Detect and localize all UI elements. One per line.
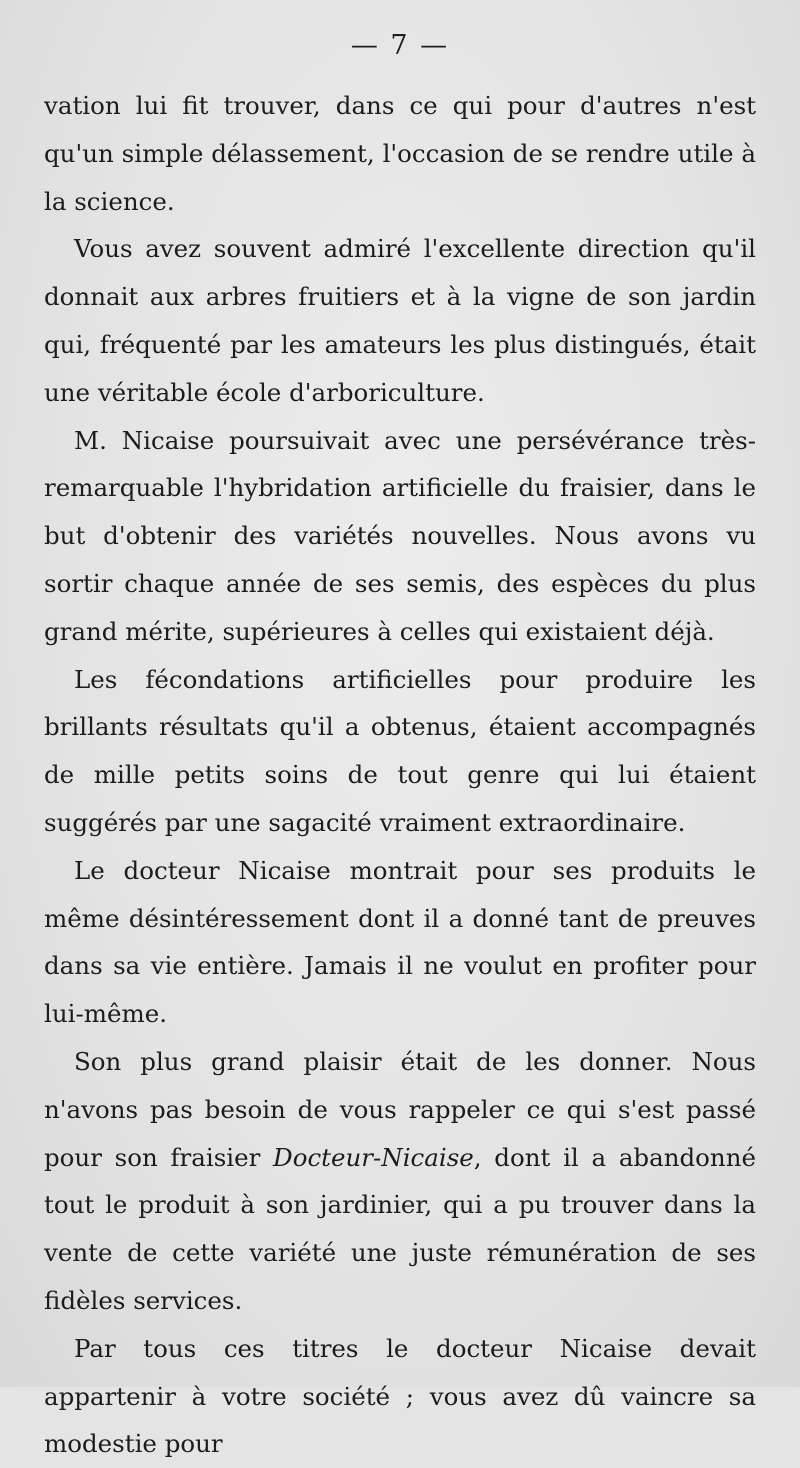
paragraph-desinteressement: Le docteur Nicaise montrait pour ses produits le même désintéressement dont il a donné tant de preuves dans sa vie entière. Jamais il ne voulut en profiter pour lui-même. — [44, 855, 756, 1029]
paragraph-fecondations: Les fécondations artificielles pour produire les brillants résultats qu'il a obtenus, étaient accompagnés de mille petits soins de tout genre qui lui étaient suggérés par une sagacité vraiment extraordinaire. — [44, 664, 756, 837]
paragraph-hybridation: M. Nicaise poursuivait avec une persévérance très-remarquable l'hybridation artificielle du fraisier, dans le but d'obtenir des variétés nouvelles. Nous avons vu sortir chaque année de ses semis, des espèces du plus grand mérite, supérieures à celles qui existaient déjà. — [44, 425, 756, 646]
paragraph-text-after: , dont il a abandonné tout le produit à son jardinier, qui a pu trouver dans la vente de cette variété une juste rémunération de ses fidèles services. — [44, 1142, 756, 1315]
body-text — [44, 82, 756, 1468]
paragraph-text-before: Son plus grand plaisir était de les donner. Nous n'avons pas besoin de vous rappeler ce qui s'est passé pour son fraisier — [44, 1046, 756, 1172]
paragraph-fraisier-docteur-nicaise — [44, 1038, 756, 1325]
page-number: — 7 — — [350, 30, 450, 61]
paragraph-societe: Par tous ces titres le docteur Nicaise devait appartenir à votre société ; vous avez dû vaincre sa modestie pour — [44, 1333, 756, 1459]
paragraph-continued: vation lui fit trouver, dans ce qui pour d'autres n'est qu'un simple délassement, l'occasion de se rendre utile à la science. — [44, 91, 756, 216]
variety-name-italic: Docteur-Nicaise — [273, 1142, 474, 1172]
paragraph-arboriculture: Vous avez souvent admiré l'excellente direction qu'il donnait aux arbres fruitiers et à la vigne de son jardin qui, fréquenté par les amateurs les plus distingués, était une véritable école d'arboriculture. — [44, 234, 756, 407]
